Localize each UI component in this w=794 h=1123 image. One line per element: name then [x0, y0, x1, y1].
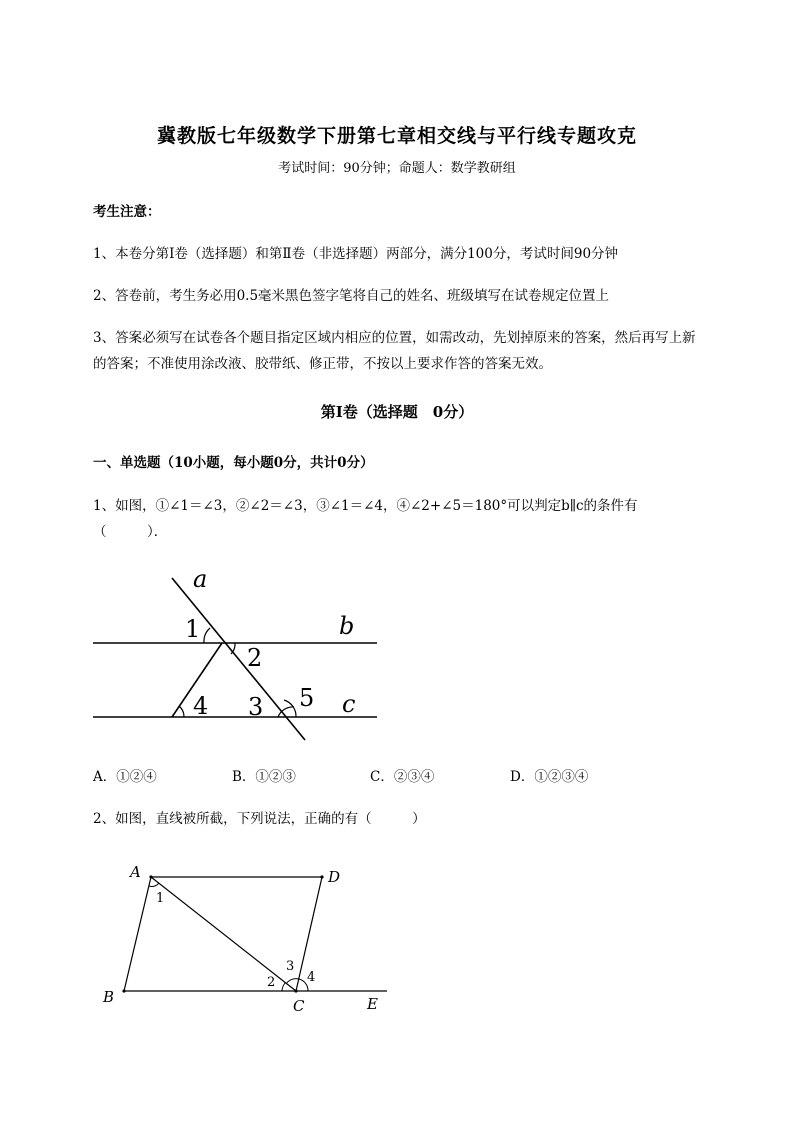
label-angle-3: 3	[248, 693, 264, 721]
line-a	[172, 578, 305, 740]
question-1-blank: （ ）．	[93, 524, 168, 540]
label-angle-4: 4	[307, 970, 316, 985]
notice-item-3: 3、答案必须写在试卷各个题目指定区域内相应的位置，如需改动，先划掉原来的答案，然后再写上新	[93, 330, 696, 346]
point-d	[320, 875, 323, 878]
notice-item-1: 1、本卷分第I卷（选择题）和第Ⅱ卷（非选择题）两部分，满分100分，考试时间90分钟	[93, 246, 619, 262]
question-1-text: 1、如图，①∠1＝∠3，②∠2＝∠3，③∠1＝∠4，④∠2+∠5＝180°可以判定b∥c的条件有	[93, 498, 638, 514]
label-b: b	[339, 612, 355, 640]
angle-2-arc	[282, 983, 285, 991]
angle-4-arc	[179, 706, 184, 717]
point-b	[122, 989, 125, 992]
question-2-text: 2、如图，直线被所截，下列说法，正确的有（ ）	[93, 811, 426, 827]
label-A: A	[130, 863, 141, 881]
question-1-option-d: D．①②③④	[510, 769, 589, 785]
segment-ab	[124, 877, 151, 991]
notice-item-2: 2、答卷前，考生务必用0.5毫米黑色签字笔将自己的姓名、班级填写在试卷规定位置上	[93, 288, 610, 304]
label-angle-5: 5	[299, 684, 315, 712]
notice-item-3-cont: 的答案；不准使用涂改液、胶带纸、修正带，不按以上要求作答的答案无效。	[93, 356, 552, 372]
angle-1-arc	[149, 883, 159, 886]
label-angle-1: 1	[185, 615, 201, 643]
label-angle-2: 2	[247, 644, 263, 672]
question-1-figure	[85, 560, 385, 745]
angle-3-arc	[278, 707, 294, 717]
segment-ac	[151, 877, 296, 991]
label-B: B	[103, 988, 115, 1006]
part-heading: 一、单选题（10小题，每小题0分，共计0分）	[93, 455, 374, 471]
label-angle-4: 4	[193, 692, 209, 720]
label-E: E	[367, 995, 378, 1013]
label-c: c	[342, 690, 356, 718]
label-angle-1: 1	[156, 891, 165, 906]
label-angle-3: 3	[286, 959, 295, 974]
point-a	[149, 875, 152, 878]
section-title: 第I卷（选择题 0分）	[320, 403, 474, 421]
question-2-figure	[95, 855, 395, 1020]
exam-info: 考试时间：90分钟；命题人：数学教研组	[278, 161, 516, 176]
angle-2-arc	[231, 643, 235, 654]
notice-heading: 考生注意：	[93, 204, 161, 220]
label-D: D	[328, 868, 341, 886]
label-a: a	[193, 565, 208, 593]
question-1-option-a: A．①②④	[93, 769, 157, 785]
label-angle-2: 2	[267, 975, 276, 990]
question-1-option-c: C．②③④	[370, 769, 435, 785]
page-title: 冀教版七年级数学下册第七章相交线与平行线专题攻克	[156, 125, 637, 147]
point-c	[294, 989, 297, 992]
angle-1-arc	[204, 628, 210, 643]
angle-3-arc	[286, 979, 299, 984]
question-1-option-b: B．①②③	[232, 769, 296, 785]
label-C: C	[293, 997, 305, 1015]
